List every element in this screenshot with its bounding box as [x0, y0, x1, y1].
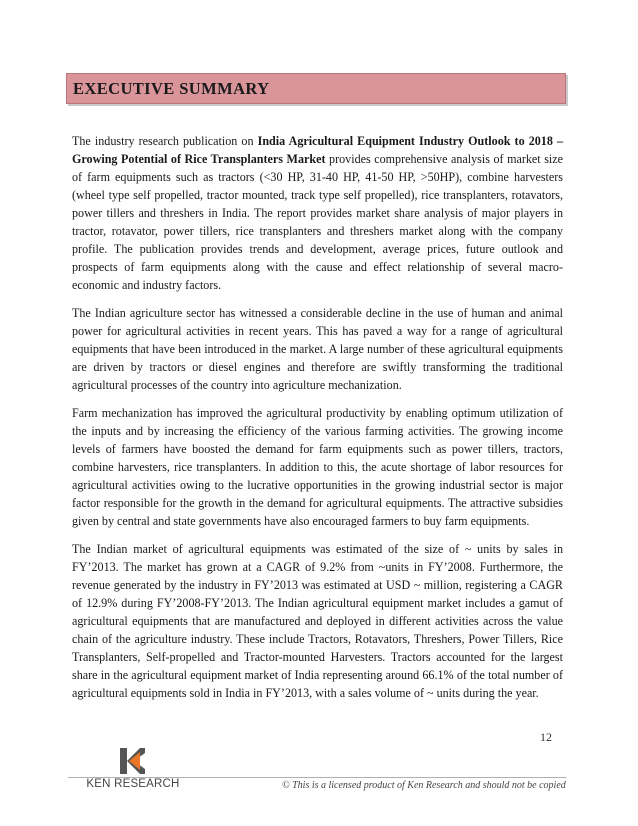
- body-text: [72, 132, 563, 712]
- section-heading-bar: [66, 73, 566, 104]
- paragraph-2: The Indian agriculture sector has witnessed a considerable decline in the use of human and animal power for agricultural activities in recent years. This has paved a way for a range of agricultural equipments that have been introduced in the market. A large number of these agricultural equipments are driven by tractors or diesel engines and therefore are swiftly transforming the traditional agricultural processes of the country into agriculture mechanization.: [72, 306, 563, 392]
- paragraph-1-body: provides comprehensive analysis of market size of farm equipments such as tractors (<30 HP, 31-40 HP, 41-50 HP, >50HP), combine harvesters (wheel type self propelled, tractor mounted, track type self propelled), rice transplanters, rotavators, power tillers and threshers in India. The report provides market share analysis of major players in tractor, rotavator, power tillers, rice transplanters and threshers market along with the company profile. The publication provides trends and development, average prices, future outlook and prospects of farm equipments along with the cause and effect relationship of several macro-economic and industry factors.: [72, 152, 563, 292]
- paragraph-3: Farm mechanization has improved the agricultural productivity by enabling optimum utilization of the inputs and by increasing the efficiency of the various farming activities. The growing income levels of farmers have boosted the demand for farm equipments such as power tillers, tractors, combine harvesters, rice transplanters. In addition to this, the acute shortage of labor resources for agricultural activities owing to the lucrative opportunities in the growing industrial sector is major factor responsible for the growth in the demand for agricultural equipments. The attractive subsidies given by central and state governments have also encouraged farmers to buy farm equipments.: [72, 406, 563, 528]
- ken-research-logo: [78, 746, 188, 794]
- paragraph-4: The Indian market of agricultural equipments was estimated of the size of ~ units by sales in FY’2013. The market has grown at a CAGR of 9.2% from ~units in FY’2008. Furthermore, the revenue generated by the industry in FY’2013 was estimated at USD ~ million, registering a CAGR of 12.9% during FY’2008-FY’2013. The Indian agricultural equipment market includes a gamut of agricultural equipments that are manufactured and deployed in different activities across the value chain of the agriculture industry. These include Tractors, Rotavators, Threshers, Power Tillers, Rice Transplanters, Self-propelled and Tractor-mounted Harvesters. Tractors accounted for the largest share in the agricultural equipment market of India representing around 66.1% of the total number of agricultural equipments sold in India in FY’2013, with a sales volume of ~ units during the year.: [72, 542, 563, 700]
- section-heading: EXECUTIVE SUMMARY: [73, 79, 270, 98]
- footer-divider: [68, 777, 566, 778]
- report-title: India Agricultural Equipment Industry Outlook to 2018 – Growing Potential of Rice Transplanters Market: [72, 134, 563, 166]
- logo-text: KEN RESEARCH: [86, 778, 180, 790]
- page-number: 12: [540, 730, 552, 744]
- copyright-notice: © This is a licensed product of Ken Research and should not be copied: [282, 780, 566, 791]
- paragraph-1: [72, 132, 563, 294]
- paragraph-1-intro: The industry research publication on: [72, 134, 258, 148]
- ken-research-logo-icon: [118, 746, 146, 776]
